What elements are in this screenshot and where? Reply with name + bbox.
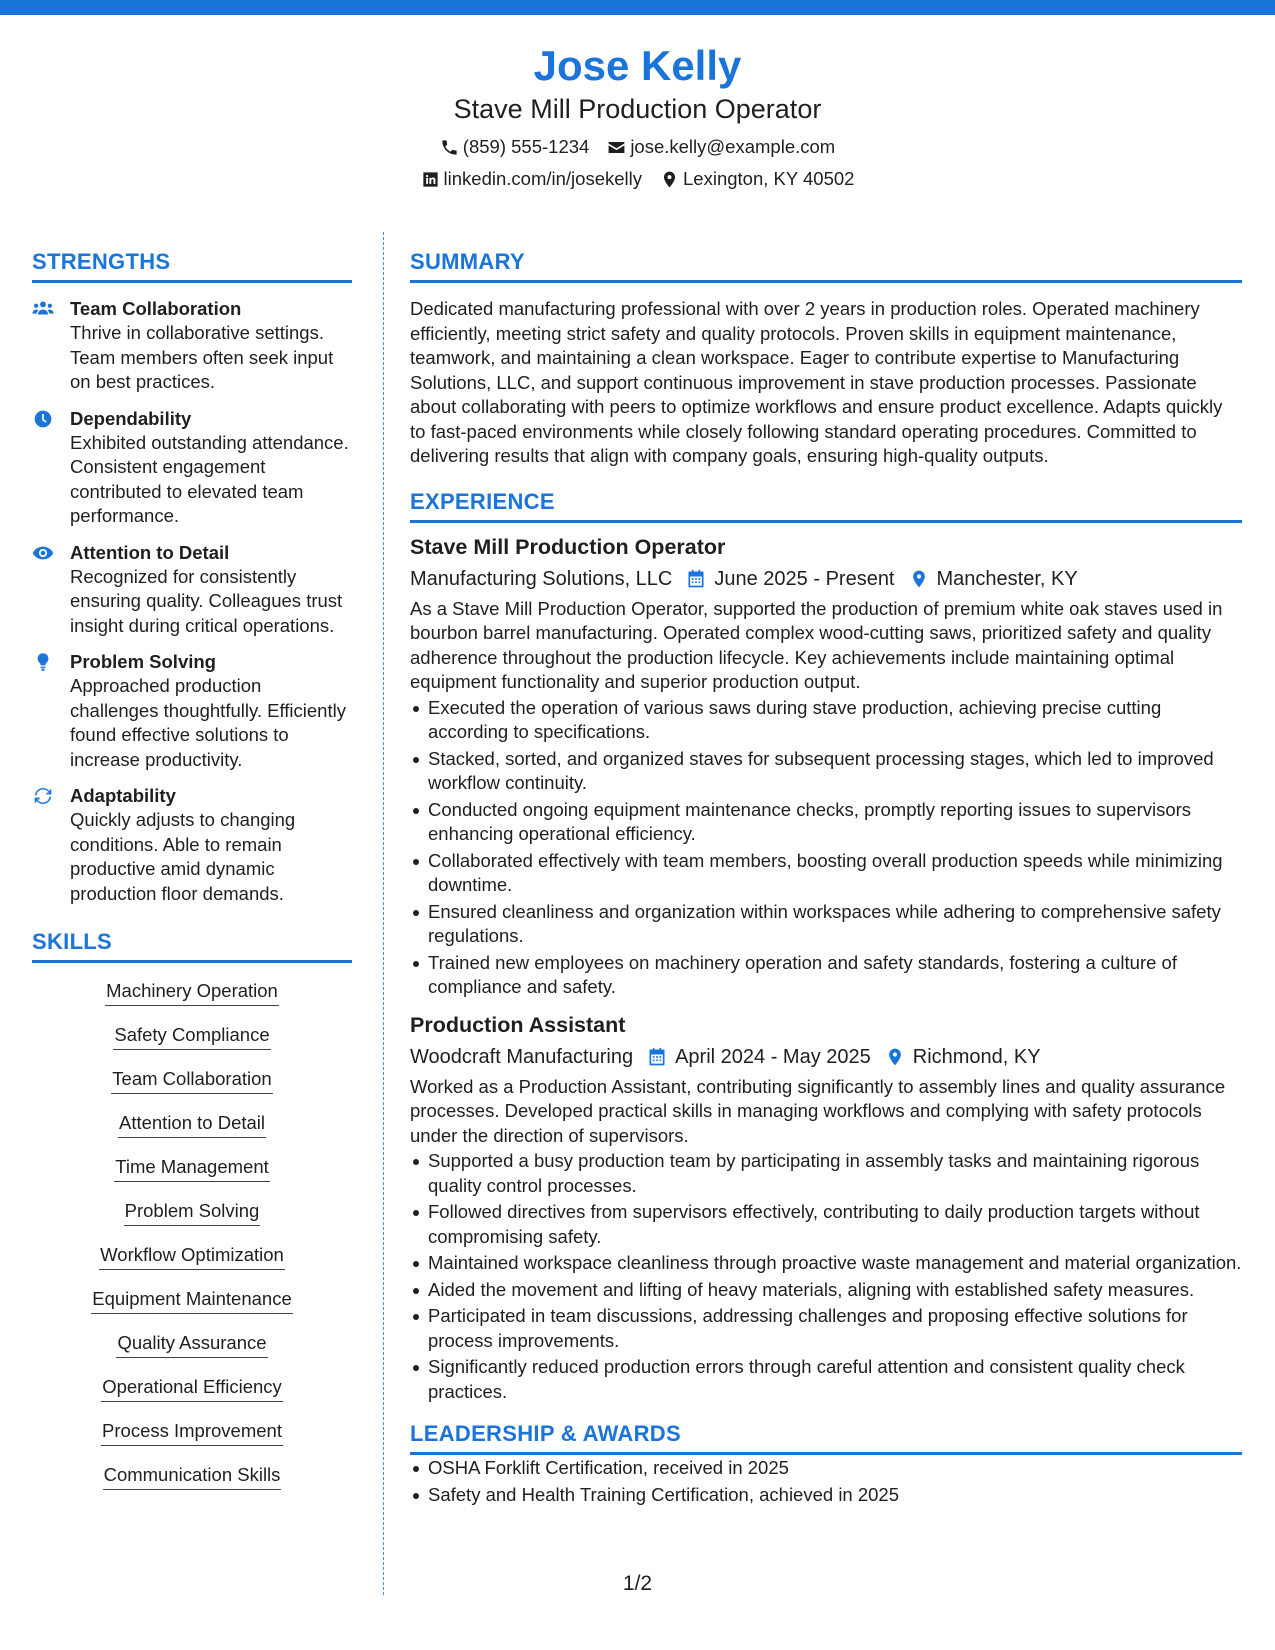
skill-tag: Team Collaboration [32,1067,352,1094]
list-item: Stacked, sorted, and organized staves for subsequent processing stages, which led to improved workflow continuity. [410,747,1242,796]
job-description: As a Stave Mill Production Operator, supported the production of premium white oak staves used in bourbon barrel manufacturing. Operated complex wood-cutting saws, prioritized safety and quality adherence throughout the production lifecycle. Key achievements include maintaining optimal equipment functionality and superior production output. [410,597,1223,692]
contact-phone [440,135,590,159]
strength-desc: Recognized for consistently ensuring quality. Colleagues trust insight during critical operations. [70,565,343,636]
strength-title: Dependability [70,407,192,429]
list-item: Executed the operation of various saws during stave production, achieving precise cutting according to specifications. [410,696,1242,745]
list-item: OSHA Forklift Certification, received in 2025 [410,1456,1242,1481]
list-item: Conducted ongoing equipment maintenance checks, promptly reporting issues to supervisors enhancing operational efficiency. [410,798,1242,847]
leadership-list [410,1456,1242,1507]
list-item: Supported a busy production team by participating in assembly tasks and maintaining rigorous quality control processes. [410,1149,1242,1198]
job-description: Worked as a Production Assistant, contributing significantly to assembly lines and quality assurance processes. Developed practical skills in managing workflows and complying with safety protocols under the direction of supervisors. [410,1075,1226,1146]
strength-title: Adaptability [70,785,176,806]
job-dates: April 2024 - May 2025 [675,1045,871,1068]
strength-desc: Approached production challenges thoughtfully. Efficiently found effective solutions to increase productivity. [70,675,346,770]
strength-title: Team Collaboration [70,298,242,319]
contact-email[interactable] [607,135,835,159]
strength-desc: Quickly adjusts to changing conditions. Able to remain productive amid dynamic production floor demands. [70,809,296,904]
column-divider [383,232,384,1595]
job-bullets [410,696,1242,1000]
envelope-icon [607,138,626,157]
calendar-icon [647,1047,667,1067]
left-column [32,247,352,1507]
skills-heading: SKILLS [32,927,352,963]
email-text: jose.kelly@example.com [630,136,836,157]
right-column [410,247,1242,1509]
skill-tag: Communication Skills [32,1463,352,1490]
job-company: Woodcraft Manufacturing [410,1045,634,1068]
strengths-list [32,297,352,906]
job-entry [410,1011,1242,1405]
users-icon [32,299,54,319]
skill-tag: Quality Assurance [32,1331,352,1358]
strengths-heading: STRENGTHS [32,247,352,283]
linkedin-icon [421,170,440,189]
strength-desc: Exhibited outstanding attendance. Consistent engagement contributed to elevated team performance. [70,431,349,526]
skill-tag: Process Improvement [32,1419,352,1446]
page-number: 1/2 [622,1572,653,1595]
list-item: Participated in team discussions, addressing challenges and proposing effective solutions for process improvements. [410,1304,1242,1353]
skill-tag: Problem Solving [32,1199,352,1226]
strength-item [32,650,352,772]
summary-text: Dedicated manufacturing professional with over 2 years in production roles. Operated machinery efficiently, meeting strict safety and quality protocols. Proven skills in equipment maintenance, teamwork, and maintaining a clean workspace. Eager to contribute expertise to Manufacturing Solutions, LLC, and support continuous improvement in stave production processes. Passionate about collaborating with peers to optimize workflows and ensure product excellence. Adapts quickly to fast-paced environments while closely following standard operating procedures. Committed to delivering results that align with company goals, ensuring high-quality outputs. [410,298,1223,466]
job-bullets [410,1149,1242,1404]
list-item: Followed directives from supervisors effectively, contributing to daily production targets without compromising safety. [410,1200,1242,1249]
strength-item [32,784,352,906]
map-pin-icon [885,1047,905,1067]
job-location: Manchester, KY [936,567,1078,590]
job-dates: June 2025 - Present [714,567,895,590]
location-text: Lexington, KY 40502 [683,168,855,189]
linkedin-text: linkedin.com/in/josekelly [443,168,642,189]
map-pin-icon [909,569,929,589]
clock-icon [32,409,54,429]
contact-location [660,167,854,191]
skill-tag: Time Management [32,1155,352,1182]
job-title: Production Assistant [410,1012,626,1037]
candidate-name: Jose Kelly [533,42,742,89]
contact-row-2 [0,167,1275,191]
skill-tag: Attention to Detail [32,1111,352,1138]
skill-tag: Workflow Optimization [32,1243,352,1270]
eye-icon [32,543,54,563]
job-company: Manufacturing Solutions, LLC [410,567,673,590]
list-item: Trained new employees on machinery operation and safety standards, fostering a culture of compliance and safety. [410,951,1242,1000]
calendar-icon [686,569,706,589]
strength-title: Problem Solving [70,651,216,672]
list-item: Ensured cleanliness and organization within workspaces while adhering to comprehensive safety regulations. [410,900,1242,949]
skill-tag: Machinery Operation [32,979,352,1006]
list-item: Maintained workspace cleanliness through proactive waste management and material organization. [410,1251,1242,1276]
summary-heading: SUMMARY [410,247,1242,283]
resume-header [0,40,1275,191]
lightbulb-icon [32,652,54,672]
list-item: Significantly reduced production errors through careful attention and consistent quality check practices. [410,1355,1242,1404]
skill-tag: Safety Compliance [32,1023,352,1050]
strength-title: Attention to Detail [70,541,230,563]
map-pin-icon [660,170,679,189]
contact-linkedin[interactable] [421,167,642,191]
job-location: Richmond, KY [912,1045,1041,1068]
job-entry [410,533,1242,1000]
leadership-heading: LEADERSHIP & AWARDS [410,1419,1242,1455]
contact-row-1 [0,135,1275,159]
top-accent-bar [0,0,1275,15]
strength-item [32,407,352,529]
job-meta [410,565,1242,593]
skill-tag: Equipment Maintenance [32,1287,352,1314]
skill-tag: Operational Efficiency [32,1375,352,1402]
list-item: Aided the movement and lifting of heavy materials, aligning with established safety measures. [410,1278,1242,1303]
candidate-title: Stave Mill Production Operator [453,94,822,124]
list-item: Collaborated effectively with team members, boosting overall production speeds while minimizing downtime. [410,849,1242,898]
experience-heading: EXPERIENCE [410,487,1242,523]
sync-icon [32,786,54,806]
job-title: Stave Mill Production Operator [410,534,726,559]
skills-list [32,979,352,1490]
job-meta [410,1043,1242,1071]
strength-item [32,541,352,639]
phone-icon [440,138,459,157]
phone-text: (859) 555-1234 [462,136,590,157]
strength-item [32,297,352,395]
list-item: Safety and Health Training Certification, achieved in 2025 [410,1483,1242,1508]
strength-desc: Thrive in collaborative settings. Team members often seek input on best practices. [70,322,334,392]
